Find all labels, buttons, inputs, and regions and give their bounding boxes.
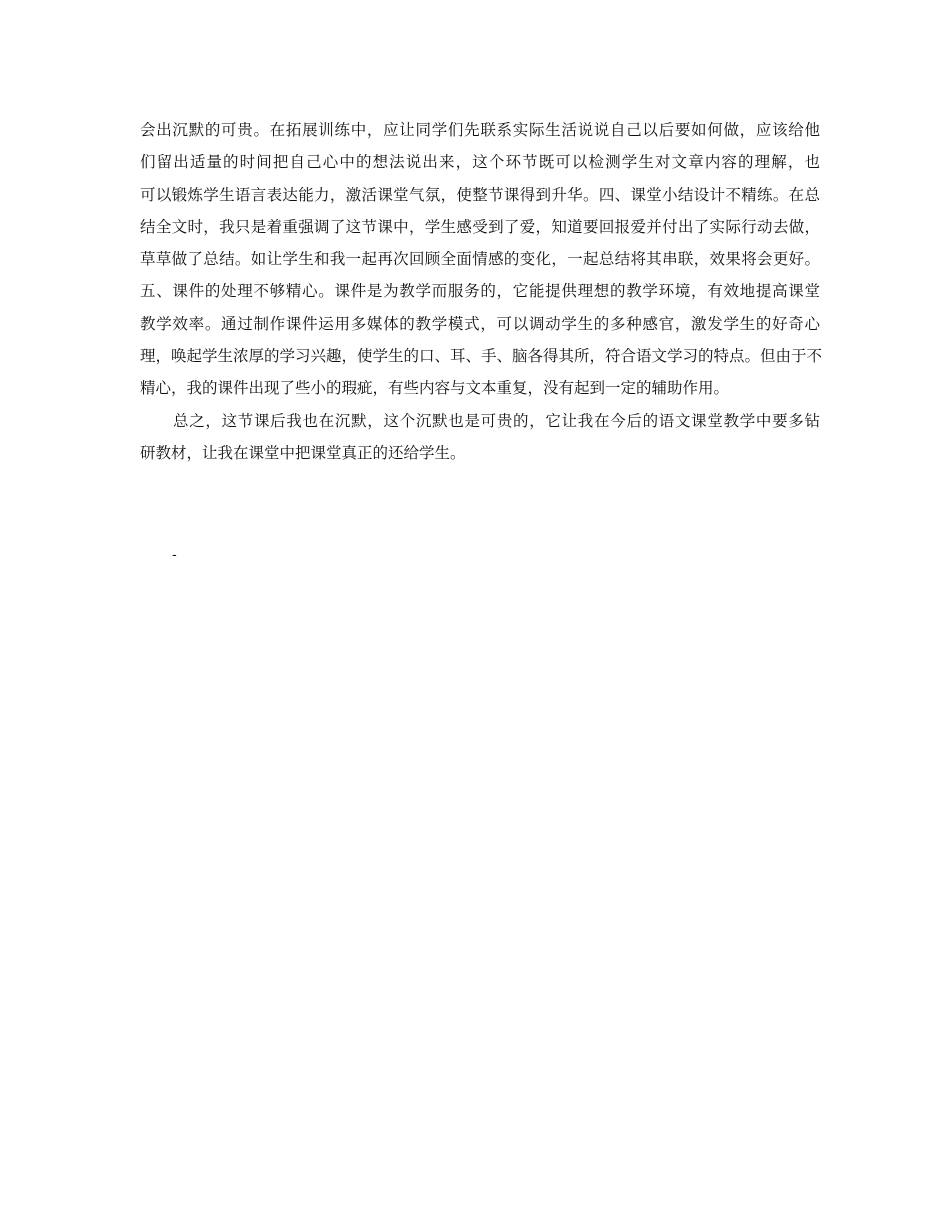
paragraph-line: 研教材，让我在课堂中把课堂真正的还给学生。 [140,443,466,462]
paragraph-line: 总之，这节课后我也在沉默，这个沉默也是可贵的，它让我在今后的语文课堂教学中要多钻 [173,411,820,430]
footer-dash: - [172,547,177,563]
paragraph-line: 会出沉默的可贵。在拓展训练中，应让同学们先联系实际生活说说自己以后要如何做，应该给他 [140,121,820,139]
paragraph-line: 五、课件的处理不够精心。课件是为教学而服务的，它能提供理想的教学环境，有效地提高课堂 [140,282,820,301]
paragraph-line: 教学效率。通过制作课件运用多媒体的教学模式，可以调动学生的多种感官，激发学生的好奇心 [140,314,820,333]
paragraph-line: 可以锻炼学生语言表达能力，激活课堂气氛，使整节课得到升华。四、课堂小结设计不精练。在总 [140,185,820,204]
paragraph-line: 精心，我的课件出现了些小的瑕疵，有些内容与文本重复，没有起到一定的辅助作用。 [140,379,730,398]
body-text [140,114,823,469]
paragraph-line: 理，唤起学生浓厚的学习兴趣，使学生的口、耳、手、脑各得其所，符合语文学习的特点。但由于不 [140,347,823,366]
paragraph-line: 草草做了总结。如让学生和我一起再次回顾全面情感的变化，一起总结将其串联，效果将会更好。 [140,250,820,269]
paragraph-line: 结全文时，我只是着重强调了这节课中，学生感受到了爱，知道要回报爱并付出了实际行动去做， [140,217,820,236]
paragraph-line: 们留出适量的时间把自己心中的想法说出来，这个环节既可以检测学生对文章内容的理解，也 [140,153,820,172]
